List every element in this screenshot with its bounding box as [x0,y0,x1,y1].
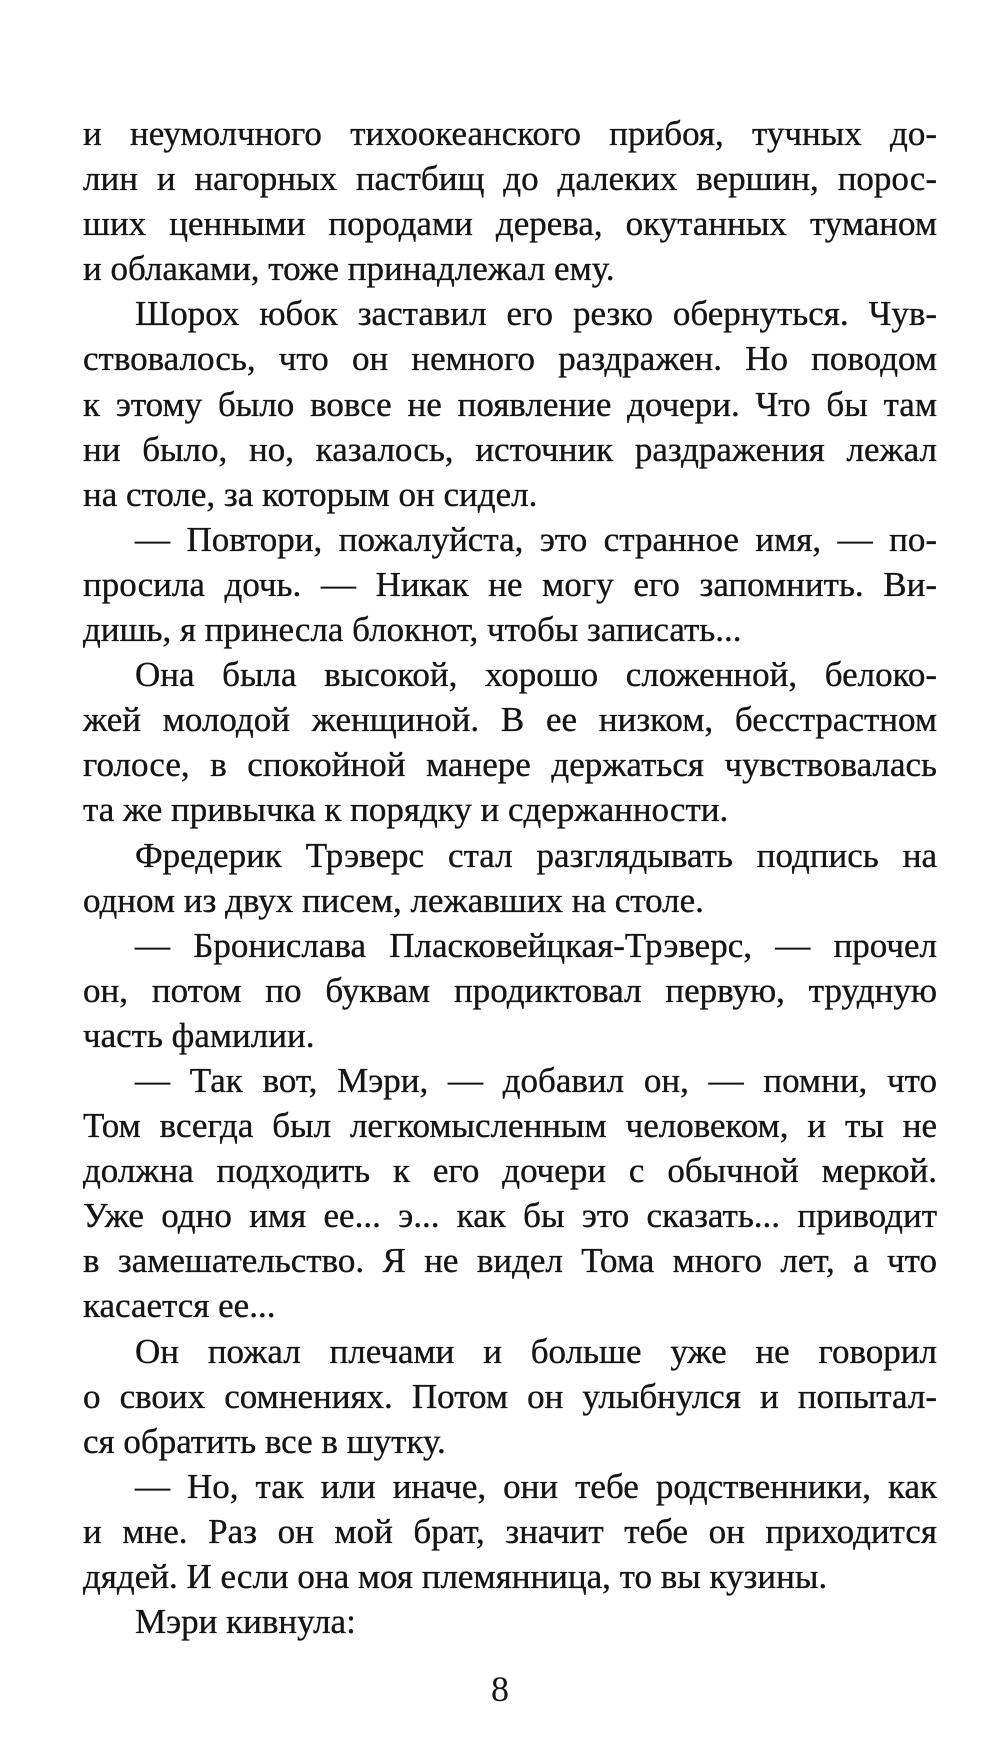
paragraph [83,111,937,291]
text-line: — Повтори, пожалуйста, это странное имя, — по- [135,519,937,559]
text-line: Шорох юбок заставил его резко обернуться. Чув- [135,294,937,334]
text-line: и неумолчного тихоокеанского прибоя, тучных до- [83,114,937,153]
text-line: — Бронислава Пласковейцкая-Трэверс, — прочел [135,925,937,965]
text-line: лин и нагорных пастбищ до далеких вершин, порос- [83,159,937,199]
text-line: дишь, я принесла блокнот, чтобы записать... [83,610,742,650]
paragraph [83,833,937,923]
text-line: Уже одно имя ее... э... как бы это сказать... приводит [83,1196,937,1236]
text-line: Мэри кивнула: [135,1602,356,1642]
text-line: касается ее... [83,1286,276,1326]
text-line: он, потом по буквам продиктовал первую, трудную [83,970,937,1010]
paragraph [83,1599,937,1644]
paragraph [83,652,937,832]
text-line: дядей. И если она моя племянница, то вы кузины. [83,1557,828,1596]
page-body-text [83,111,937,1644]
paragraph [83,1329,937,1464]
paragraph [83,1058,937,1329]
text-line: голосе, в спокойной манере держаться чувствовалась [83,745,937,785]
text-line: ся обратить все в шутку. [83,1421,446,1461]
text-line: Она была высокой, хорошо сложенной, белоко- [135,655,937,695]
text-line: ших ценными породами дерева, окутанных туманом [83,204,937,244]
text-line: часть фамилии. [83,1015,315,1055]
paragraph [83,1464,937,1599]
text-line: Он пожал плечами и больше уже не говорил [135,1331,937,1371]
text-line: ствовалось, что он немного раздражен. Но поводом [83,339,937,379]
text-line: Том всегда был легкомысленным человеком, и ты не [83,1106,937,1146]
text-line: к этому было вовсе не появление дочери. Что бы там [83,384,937,424]
paragraph [83,291,937,516]
text-line: должна подходить к его дочери с обычной меркой. [83,1151,937,1191]
text-line: — Но, так или иначе, они тебе родственники, как [135,1466,937,1506]
text-line: о своих сомнениях. Потом он улыбнулся и попытал- [83,1376,937,1416]
text-line: в замешательство. Я не видел Тома много лет, а что [83,1241,937,1281]
text-line: одном из двух писем, лежавших на столе. [83,880,704,920]
page-number: 8 [491,1669,509,1709]
text-line: та же привычка к порядку и сдержанности. [83,790,729,830]
text-line: просила дочь. — Никак не могу его запомнить. Ви- [83,564,937,604]
text-line: Фредерик Трэверс стал разглядывать подпись на [135,835,937,875]
paragraph [83,517,937,652]
text-line: на столе, за которым он сидел. [83,474,538,514]
text-line: и мне. Раз он мой брат, значит тебе он приходится [83,1511,937,1551]
text-line: и облаками, тоже принадлежал ему. [83,249,615,289]
text-line: жей молодой женщиной. В ее низком, бесстрастном [83,700,937,740]
paragraph [83,923,937,1058]
text-line: ни было, но, казалось, источник раздражения лежал [83,429,937,469]
text-line: — Так вот, Мэри, — добавил он, — помни, что [135,1060,937,1100]
